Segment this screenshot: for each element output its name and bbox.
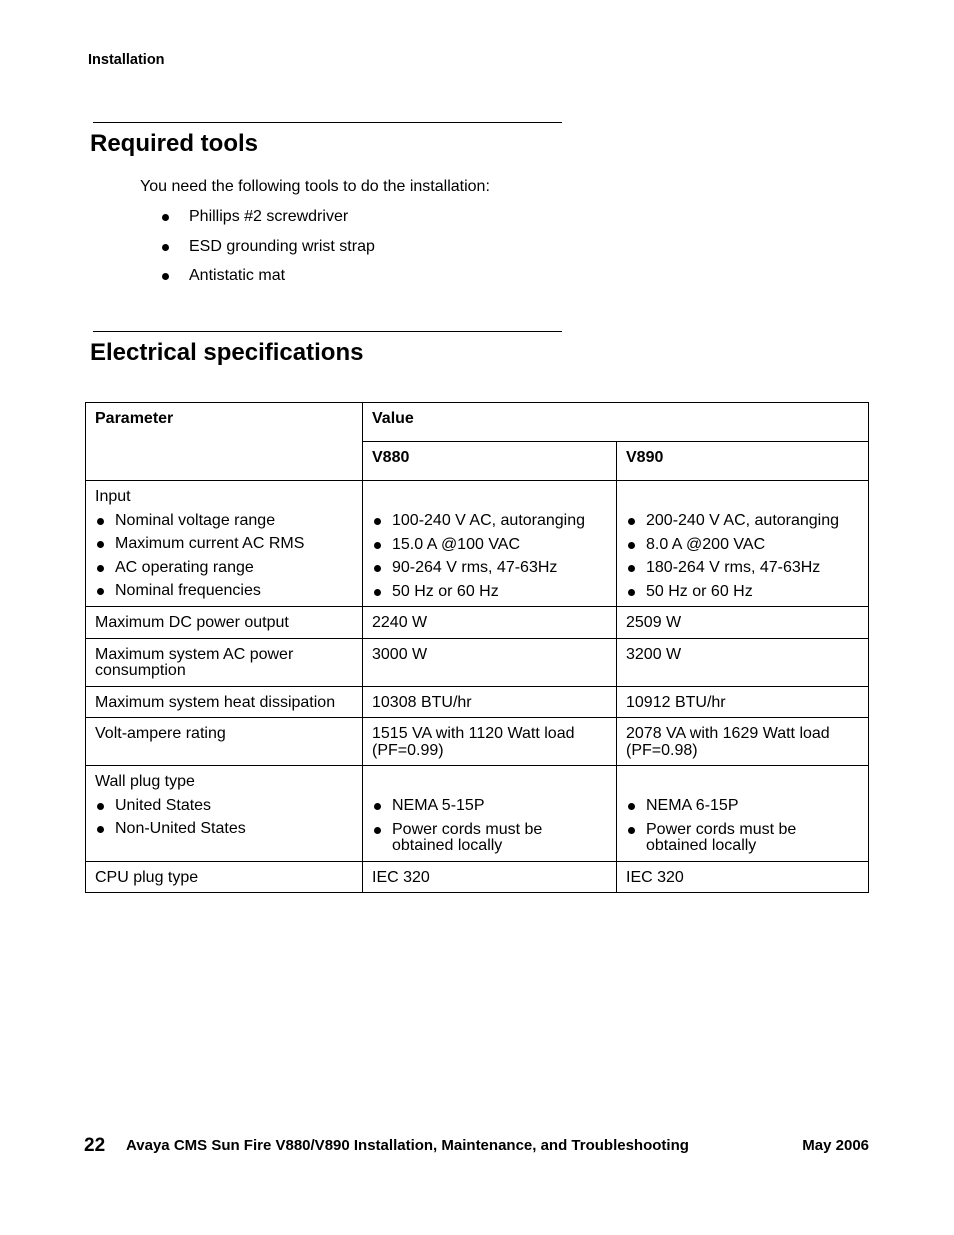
table-row xyxy=(86,481,869,607)
input-label: Input xyxy=(95,488,131,505)
v890-cell: 3200 W xyxy=(617,638,869,686)
v890-cell: IEC 320 xyxy=(617,861,869,893)
table-header-row xyxy=(86,403,869,442)
list-item: 90-264 V rms, 47-63Hz xyxy=(372,560,607,577)
list-item: 8.0 A @200 VAC xyxy=(626,537,859,554)
list-item: Nominal frequencies xyxy=(95,583,353,600)
input-v890-cell xyxy=(617,481,869,607)
section-rule xyxy=(93,122,562,123)
parameter-cell: CPU plug type xyxy=(86,861,363,893)
list-item: Nominal voltage range xyxy=(95,513,353,530)
v880-cell: IEC 320 xyxy=(363,861,617,893)
list-item: 180-264 V rms, 47-63Hz xyxy=(626,560,859,577)
v890-cell: 2509 W xyxy=(617,607,869,639)
wall-plug-v890-list xyxy=(626,798,859,855)
v880-cell: 3000 W xyxy=(363,638,617,686)
input-v880-list xyxy=(372,513,607,600)
required-tools-heading: Required tools xyxy=(90,130,259,157)
wall-plug-v890-cell xyxy=(617,766,869,862)
list-item: AC operating range xyxy=(95,560,353,577)
table-row xyxy=(86,766,869,862)
list-item: Phillips #2 screwdriver xyxy=(160,208,375,238)
table-row xyxy=(86,607,869,639)
list-item: ESD grounding wrist strap xyxy=(160,238,375,268)
wall-plug-v880-cell xyxy=(363,766,617,862)
list-item: 100-240 V AC, autoranging xyxy=(372,513,607,530)
table-row xyxy=(86,638,869,686)
v890-cell: 2078 VA with 1629 Watt load (PF=0.98) xyxy=(617,718,869,766)
required-tools-intro: You need the following tools to do the installation: xyxy=(140,178,490,195)
input-parameter-cell xyxy=(86,481,363,607)
parameter-cell: Maximum system AC power consumption xyxy=(86,638,363,686)
header-v890: V890 xyxy=(617,442,869,481)
v880-cell: 1515 VA with 1120 Watt load (PF=0.99) xyxy=(363,718,617,766)
parameter-cell: Maximum DC power output xyxy=(86,607,363,639)
v880-cell: 2240 W xyxy=(363,607,617,639)
list-item: Power cords must be obtained locally xyxy=(372,822,607,855)
footer-page-number: 22 xyxy=(84,1135,106,1156)
list-item: NEMA 6-15P xyxy=(626,798,859,815)
list-item: 50 Hz or 60 Hz xyxy=(372,584,607,601)
electrical-specifications-heading: Electrical specifications xyxy=(90,339,364,366)
table-row xyxy=(86,861,869,893)
list-item: Non-United States xyxy=(95,821,353,838)
input-parameter-list xyxy=(95,513,353,600)
list-item: 15.0 A @100 VAC xyxy=(372,537,607,554)
list-item: 200-240 V AC, autoranging xyxy=(626,513,859,530)
section-rule xyxy=(93,331,562,332)
list-item: Power cords must be obtained locally xyxy=(626,822,859,855)
list-item: Maximum current AC RMS xyxy=(95,536,353,553)
wall-plug-parameter-cell xyxy=(86,766,363,862)
header-value: Value xyxy=(363,403,869,442)
running-header: Installation xyxy=(88,52,165,68)
wall-plug-parameter-list xyxy=(95,798,353,838)
v890-cell: 10912 BTU/hr xyxy=(617,686,869,718)
list-item: United States xyxy=(95,798,353,815)
footer-date: May 2006 xyxy=(802,1137,869,1154)
parameter-cell: Volt-ampere rating xyxy=(86,718,363,766)
table-row xyxy=(86,686,869,718)
input-v890-list xyxy=(626,513,859,600)
parameter-cell: Maximum system heat dissipation xyxy=(86,686,363,718)
list-item: 50 Hz or 60 Hz xyxy=(626,584,859,601)
wall-plug-v880-list xyxy=(372,798,607,855)
wall-plug-label: Wall plug type xyxy=(95,773,195,790)
table-row xyxy=(86,718,869,766)
list-item: NEMA 5-15P xyxy=(372,798,607,815)
input-v880-cell xyxy=(363,481,617,607)
header-parameter: Parameter xyxy=(86,403,363,481)
header-v880: V880 xyxy=(363,442,617,481)
list-item: Antistatic mat xyxy=(160,267,375,297)
footer-title: Avaya CMS Sun Fire V880/V890 Installation, Maintenance, and Troubleshooting xyxy=(126,1137,689,1154)
required-tools-list xyxy=(160,208,375,297)
electrical-specifications-table xyxy=(85,402,869,893)
v880-cell: 10308 BTU/hr xyxy=(363,686,617,718)
